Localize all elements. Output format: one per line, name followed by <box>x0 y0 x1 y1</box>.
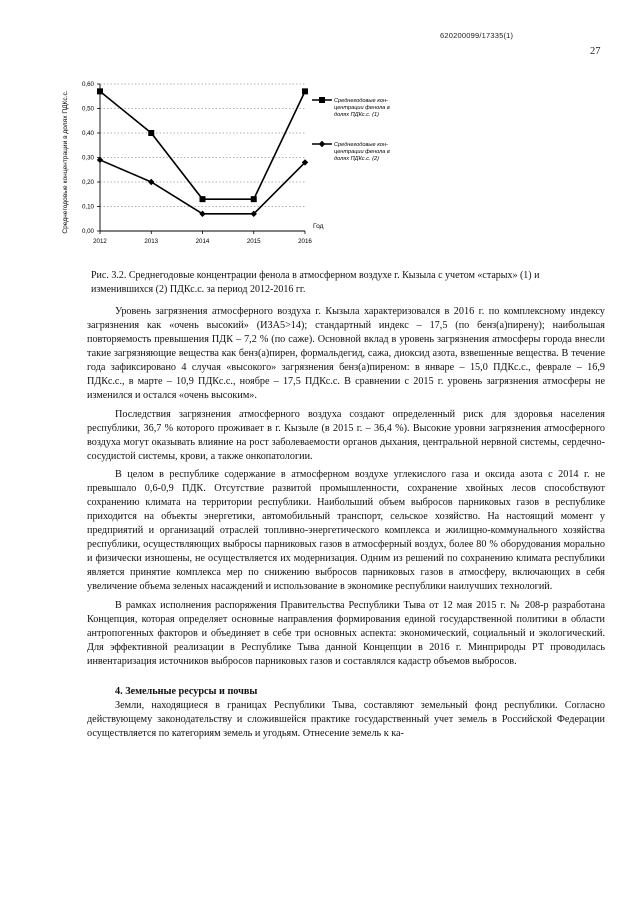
y-tick-label: 0,60 <box>81 81 94 88</box>
y-tick-label: 0,40 <box>81 130 94 137</box>
x-tick-label: 2016 <box>298 238 312 245</box>
legend-marker-1 <box>319 97 325 103</box>
y-tick-label: 0,20 <box>81 179 94 186</box>
paragraph: Последствия загрязнения атмосферного воздуха создают определенный риск для здоровья населения республики, 36,7 % которого проживает в г. Кызыле (в 2015 г. – 36,4 %). Высокие уровни загрязнения атмосферного воздуха могут оказывать влияние на рост заболеваемости органов дыхания, центральной нервной системы, сердечно-сосудистой системы, крови, а также онкопатологии. <box>87 408 605 462</box>
data-point <box>251 196 257 202</box>
chart-series <box>97 88 308 217</box>
chart-legend <box>312 97 390 162</box>
document-id: 620200099/17335(1) <box>440 31 514 40</box>
data-point <box>97 88 103 94</box>
x-tick-label: 2014 <box>195 238 210 245</box>
paragraph: Уровень загрязнения атмосферного воздуха г. Кызыла характеризовался в 2016 г. по комплексному индексу загрязнения как «очень высокий» (ИЗА5>14); стандартный индекс – 17,5 (по бенз(а)пирену); наибольшая повторяемость превышения ПДК – 7,2 % (по саже). Основной вклад в уровень загрязнения атмосферы города внесли такие загрязняющие вещества как бенз(а)пирен, формальдегид, сажа, диоксид азота, взвешенные вещества. В течение года зафиксировано 4 случая «высокого» загрязнения бенз(а)пиреном: в январе – 15,0 ПДКс.с., феврале – 16,9 ПДКс.с., в марте – 10,9 ПДКс.с., ноябре – 17,5 ПДКс.с. В сравнении с 2015 г. уровень загрязнения атмосферы не изменился и остался «очень высоким». <box>87 306 605 401</box>
legend-label: центрации фенола в <box>334 105 390 111</box>
y-tick-label: 0,00 <box>81 228 94 235</box>
x-tick-label: 2013 <box>144 238 159 245</box>
x-tick-label: 2015 <box>246 238 261 245</box>
legend-label: долях ПДКс.с. (1) <box>334 112 379 118</box>
y-tick-label: 0,50 <box>81 105 94 113</box>
y-tick-label: 0,10 <box>81 203 94 211</box>
legend-marker-2 <box>319 141 325 147</box>
legend-label: Среднегодовые кон- <box>334 98 388 104</box>
paragraph: В целом в республике содержание в атмосферном воздухе углекислого газа и оксида азота с 2014 г. не превышало 0,6-0,9 ПДК. Отсутствие развитой промышленности, сохранение хвойных лесов способствуют сохранению климата на территории республики. Наибольший объем выбросов парниковых газов в республике приходится на объекты энергетики, автомобильный транспорт, сельское хозяйство. На настоящий момент у предприятий и организаций отраслей топливно-энергетического комплекса и жилищно-коммунального хозяйства республики, осуществляющих выбросы парниковых газов в атмосферный воздух, более 80 % оборудования морально и физически изношены, не осуществляется их модернизация. Одним из решений по сохранению климата республики является принятие комплекса мер по снижению выбросов парниковых газов в атмосферу, включающих в себя увеличение объема зеленых насаждений и использование в экономике республики наилучших технологий. <box>87 469 605 593</box>
chart-grid <box>100 84 305 207</box>
x-axis-label: Год <box>313 223 324 230</box>
x-tick-label: 2012 <box>93 238 107 245</box>
section-heading: 4. Земельные ресурсы и почвы <box>115 685 258 697</box>
legend-label: долях ПДКс.с. (2) <box>334 156 379 162</box>
paragraph: Земли, находящиеся в границах Республики Тыва, составляют земельный фонд республики. Согласно действующему законодательству и сложившейся практике государственный учет земель в Российской Федерации осуществляется по категориям земель и угодьям. Отнесение земель к ка- <box>87 699 605 739</box>
data-point <box>148 130 154 136</box>
figure-caption: Рис. 3.2. Среднегодовые концентрации фенола в атмосферном воздухе г. Кызыла с учетом «старых» (1) и изменившихся (2) ПДКс.с. за период 2012-2016 гг. <box>91 270 540 295</box>
legend-label: Среднегодовые кон- <box>334 142 388 148</box>
data-point <box>200 196 206 202</box>
y-axis-label: Среднегодовые концентрации в долях ПДКс.с. <box>62 90 69 234</box>
paragraph: В рамках исполнения распоряжения Правительства Республики Тыва от 12 мая 2015 г. № 208-р разработана Концепция, которая определяет основные направления формирования единой государственной политики в области антропогенных факторов и объединяет в себе три основных аспекта: экономический, социальный и экологический. Для эффективной реализации в Республике Тыва данной Концепции в 2016 г. Минприроды РТ проводилась инвентаризация источников выбросов парниковых газов и составлялся кадастр объемов выбросов. <box>87 600 605 667</box>
data-point <box>302 88 308 94</box>
series-line-2 <box>100 160 305 214</box>
phenol-concentration-chart <box>55 70 390 255</box>
body-text <box>87 305 605 741</box>
series-line-1 <box>100 91 305 199</box>
legend-label: центрации фенола в <box>334 149 390 155</box>
page-number: 27 <box>590 46 601 57</box>
y-tick-label: 0,30 <box>81 154 94 162</box>
